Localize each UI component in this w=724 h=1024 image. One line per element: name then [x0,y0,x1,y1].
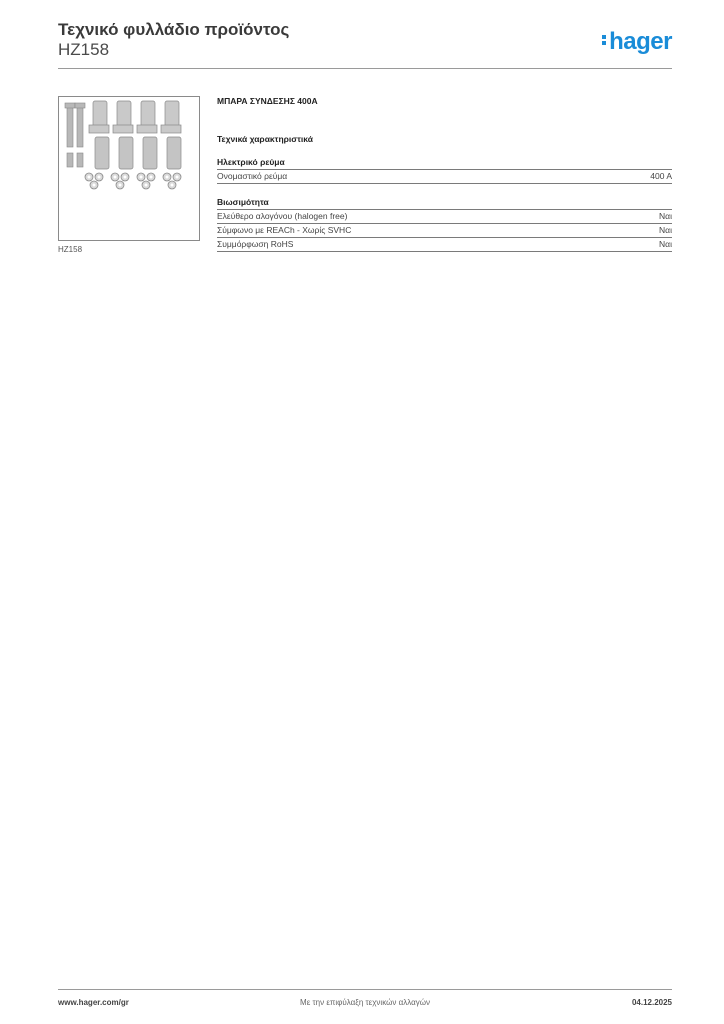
footer-divider [58,989,672,990]
spec-row [217,224,672,238]
hager-logo [602,28,672,56]
spec-group-sustainability [217,196,672,252]
spec-value: Ναι [659,225,672,235]
disclaimer: Με την επιφύλαξη τεχνικών αλλαγών [300,998,430,1007]
document-date: 04.12.2025 [631,998,672,1007]
product-parts-icon [59,97,199,240]
image-caption: HZ158 [58,245,83,254]
logo-text: hager [609,28,672,55]
spec-row [217,170,672,184]
spec-label: Ελεύθερο αλογόνου (halogen free) [217,211,348,221]
characteristics-title: Τεχνικά χαρακτηριστικά [217,134,313,144]
specifications [217,96,672,252]
product-code: HZ158 [58,40,110,59]
website-link[interactable]: www.hager.com/gr [58,998,129,1007]
group-title: Βιωσιμότητα [217,196,672,210]
group-title: Ηλεκτρικό ρεύμα [217,156,672,170]
spec-value: 400 A [650,171,672,181]
product-name: ΜΠΑΡΑ ΣΥΝΔΕΣΗΣ 400A [217,96,318,106]
spec-value: Ναι [659,239,672,249]
spec-label: Ονομαστικό ρεύμα [217,171,288,181]
document-title: Τεχνικό φυλλάδιο προϊόντος [58,20,290,39]
logo-dots-icon [602,33,607,47]
spec-label: Συμμόρφωση RoHS [217,239,294,249]
spec-row [217,238,672,252]
header-divider [58,68,672,69]
spec-group-electrical [217,156,672,184]
spec-row [217,210,672,224]
spec-value: Ναι [659,211,672,221]
page-header [58,20,672,60]
product-image [58,96,200,241]
spec-label: Σύμφωνο με REACh - Χωρίς SVHC [217,225,352,235]
